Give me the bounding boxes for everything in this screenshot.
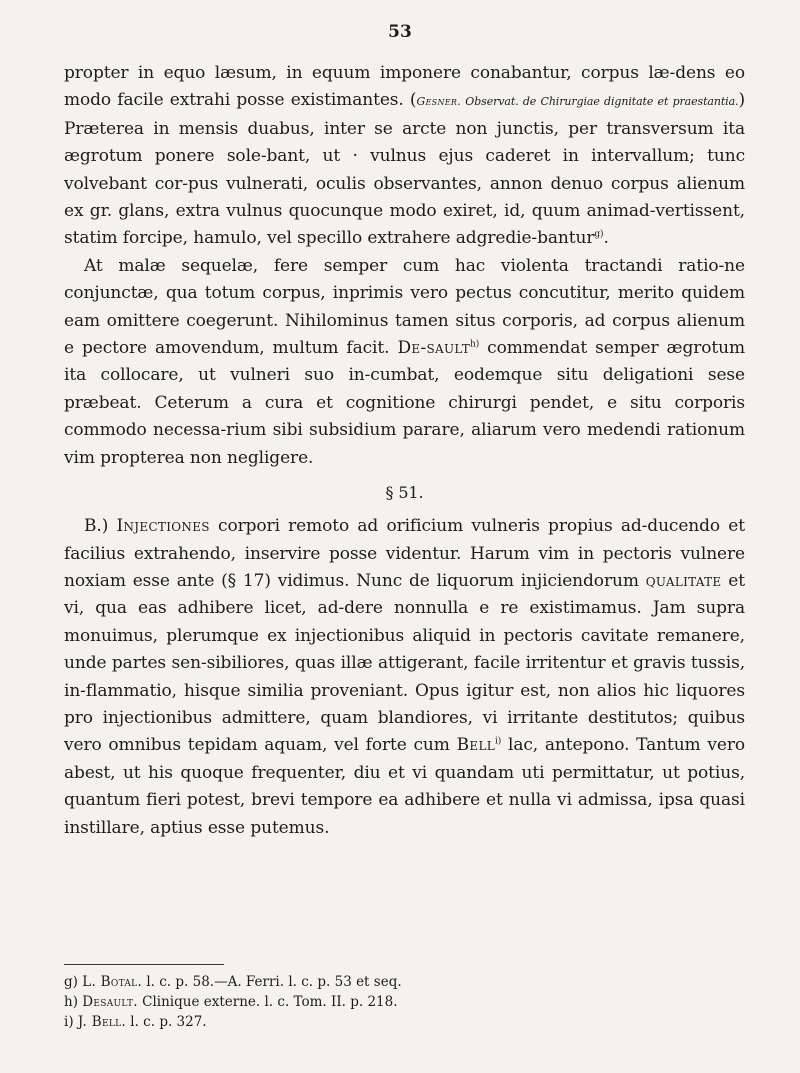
text-run: . xyxy=(603,228,609,249)
lead-term: Injectiones xyxy=(116,516,210,537)
citation-title: Observat. de Chirurgiae dignitate et praestantia. xyxy=(461,95,739,109)
enumeration-label: B.) xyxy=(84,516,117,537)
text-run: At malæ sequelæ, fere semper cum hac violenta tractandi ratio-ne conjunctæ, qua totum corpus, inprimis vero pectus concutitur, merito quidem eam omittere coegerunt. Nihilominus tamen situs corporis, ad corpus alienum e pectore amovendum, multum facit. xyxy=(64,255,745,359)
footnote-author: J. Bell. xyxy=(77,1014,126,1030)
paragraph-3 xyxy=(64,513,745,842)
author-name: Bell xyxy=(456,735,495,756)
footnote-author: Desault. xyxy=(82,994,138,1010)
footnote-ref-g: g) xyxy=(594,229,604,240)
author-name: De-sault xyxy=(397,338,470,359)
footnote-ref-i: i) xyxy=(495,736,502,747)
text-body xyxy=(64,60,745,842)
footnote-author: L. Botal. xyxy=(82,974,143,990)
section-heading: § 51. xyxy=(385,483,424,503)
citation-author: Gesner. xyxy=(416,95,462,109)
text-run: et vi, qua eas adhibere licet, ad-dere nonnulla e re existimamus. Jam supra monuimus, plerumque ex injectionibus aliquid in pectoris cavitate remanere, unde partes sen-sibiliores, quas illæ attigerant, facile irritentur et gravis tussis, in-flammatio, hisque similia proveniant. Opus igitur est, non alios hic liquores pro injectionibus admittere, quam blandiores, vi irritante destitutos; quibus vero omnibus tepidam aquam, vel forte cum xyxy=(64,570,745,756)
text-run: lac, antepono. Tantum vero abest, ut his quoque frequenter, diu et vi quandam uti permittatur, ut potius, quantum fieri potest, brevi tempore ea adhibere et nulla vi admissa, ipsa quasi instillare, aptius esse putemus. xyxy=(64,735,745,838)
paragraph-2 xyxy=(64,253,745,472)
footnote-i xyxy=(64,1012,745,1032)
text-run: propter in equo læsum, in equum imponere conabantur, corpus læ-dens eo modo facile extrahi posse existimantes. ( xyxy=(64,63,745,111)
footnote-text: Clinique externe. l. c. Tom. II. p. 218. xyxy=(137,994,398,1010)
text-run: corpori remoto ad orificium vulneris propius ad-ducendo et facilius extrahendo, inservire posse videntur. Harum vim in pectoris vulnere noxiam esse ante (§ 17) vidimus. Nunc de liquorum injiciendorum xyxy=(64,516,745,591)
footnote-mark: g) xyxy=(64,974,78,990)
text-run: ) Præterea in mensis duabus, inter se arcte non junctis, per transversum ita ægrotum ponere sole-bant, ut · vulnus ejus caderet in intervallum; tunc volvebant cor-pus vulnerati, oculis observantes, annon denuo corpus alienum ex gr. glans, extra vulnus quocunque modo exiret, id, quum animad-vertissent, statim forcipe, hamulo, vel specillo extrahere adgredie-bantur xyxy=(64,90,745,249)
text-run: commendat semper ægrotum ita collocare, ut vulneri suo in-cumbat, eodemque situ deligationi sese præbeat. Ceterum a cura et cognitione chirurgi pendet, e situ corporis commodo necessa-rium sibi subsidium parare, aliarum vero medendi rationum vim propterea non negligere. xyxy=(64,338,745,468)
footnote-ref-h: h) xyxy=(470,339,480,350)
keyword: qualitate xyxy=(645,570,722,591)
footnote-g xyxy=(64,972,745,992)
footnote-mark: h) xyxy=(64,994,78,1010)
footnote-text: l. c. p. 58.—A. Ferri. l. c. p. 53 et seq. xyxy=(142,974,402,990)
footnote-mark: i) xyxy=(64,1014,74,1030)
paragraph-1 xyxy=(64,60,745,253)
page-number: 53 xyxy=(388,22,412,42)
footnote-h xyxy=(64,992,745,1012)
footnote-text: l. c. p. 327. xyxy=(125,1014,207,1030)
footnote-divider xyxy=(64,964,224,965)
